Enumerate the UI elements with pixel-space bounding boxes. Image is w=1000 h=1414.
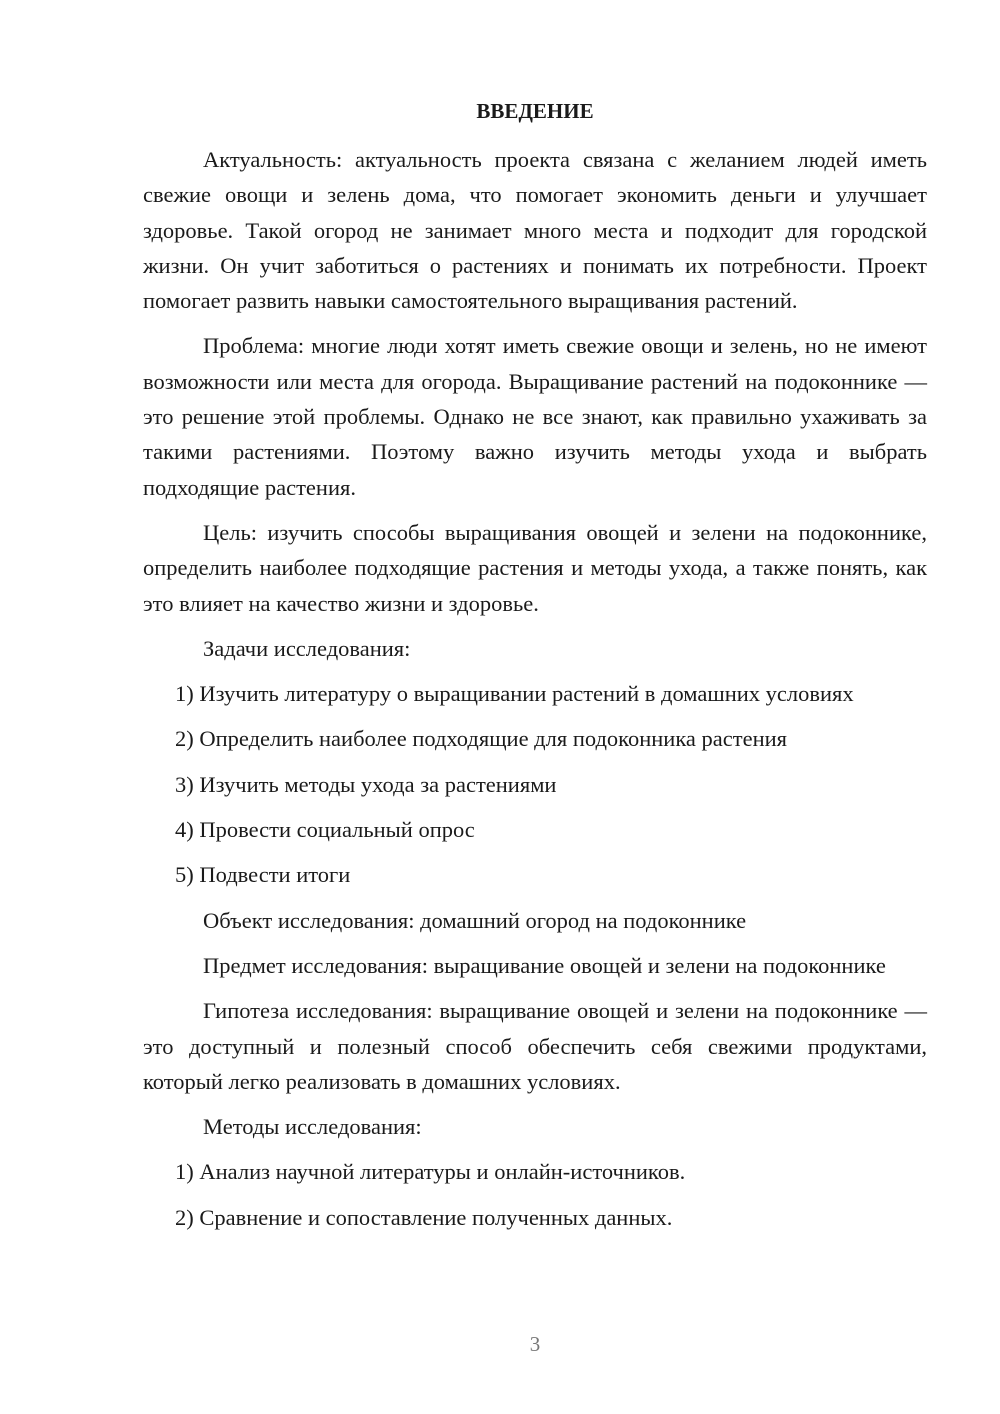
tasks-heading: Задачи исследования: — [203, 635, 411, 661]
problem-paragraph: Проблема: многие люди хотят иметь свежие овощи и зелень, но не имеют возможности или места для огорода. Выращивание растений на подоконнике — это решение этой проблемы. Однако не все знают, как правильно ухаживать за такими растениями. Поэтому важно изучить методы ухода и выбрать подходящие растения. — [143, 333, 927, 500]
task-item: 3) Изучить методы ухода за растениями — [175, 771, 557, 797]
hypothesis-paragraph: Гипотеза исследования: выращивание овощей и зелени на подоконнике — это доступный и полезный способ обеспечить себя свежими продуктами, который легко реализовать в домашних условиях. — [143, 998, 927, 1094]
page-number: 3 — [529, 1332, 541, 1356]
task-item: 5) Подвести итоги — [175, 862, 351, 888]
methods-heading: Методы исследования: — [203, 1114, 422, 1140]
subject-paragraph: Предмет исследования: выращивание овощей и зелени на подоконнике — [203, 952, 886, 978]
relevance-paragraph: Актуальность: актуальность проекта связана с желанием людей иметь свежие овощи и зелень дома, что помогает экономить деньги и улучшает здоровье. Такой огород не занимает много места и подходит для городской жизни. Он учит заботиться о растениях и понимать их потребности. Проект помогает развить навыки самостоятельного выращивания растений. — [143, 147, 927, 314]
goal-paragraph: Цель: изучить способы выращивания овощей и зелени на подоконнике, определить наиболее подходящие растения и методы ухода, а также понять, как это влияет на качество жизни и здоровье. — [143, 519, 927, 616]
object-paragraph: Объект исследования: домашний огород на подоконнике — [203, 907, 747, 933]
method-item: 1) Анализ научной литературы и онлайн-источников. — [175, 1159, 686, 1185]
task-item: 2) Определить наиболее подходящие для подоконника растения — [175, 726, 788, 752]
document-body — [143, 142, 927, 1245]
method-item: 2) Сравнение и сопоставление полученных данных. — [175, 1204, 673, 1230]
task-item: 4) Провести социальный опрос — [175, 817, 475, 843]
task-item: 1) Изучить литературу о выращивании растений в домашних условиях — [175, 681, 854, 707]
page-title: ВВЕДЕНИЕ — [476, 99, 594, 123]
